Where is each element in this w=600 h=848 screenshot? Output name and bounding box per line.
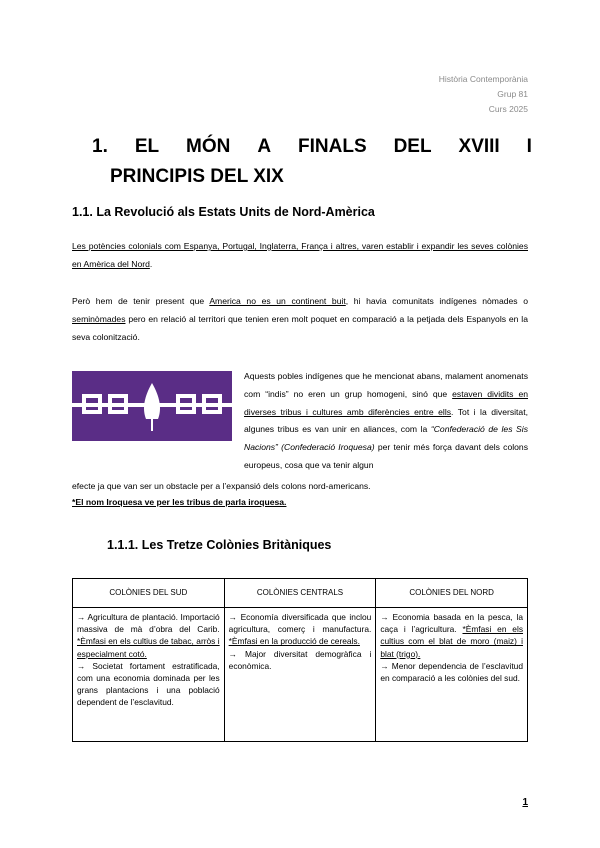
list-item: → Societat fortament estratificada, com una economia dominada per les grans plantacions i una població dependent de l’esclavitud. <box>77 660 220 708</box>
underlined-text: seminòmades <box>72 314 126 324</box>
section-heading: 1.1. La Revolució als Estats Units de Nord-Amèrica <box>72 205 375 219</box>
document-title <box>92 132 532 192</box>
table-cell-central <box>224 608 376 742</box>
list-item <box>229 611 372 648</box>
text-span: → Economia basada en la pesca, la caça i l’agricultura. <box>380 612 523 635</box>
title-word: I <box>526 136 532 157</box>
paragraph-confederation-end: efecte ja que van ser un obstacle per a l’expansió dels colons nord-americans. <box>72 481 371 491</box>
text-span: Però hem de tenir present que <box>72 296 210 306</box>
title-word: FINALS <box>298 136 367 157</box>
title-word: XVIII <box>458 136 500 157</box>
text-span: Aquests pobles indígenes que he mencionat abans, malament anomenats com “indis” no eren un grup homogeni, sinó que <box>244 371 528 399</box>
list-item <box>77 611 220 660</box>
underlined-text: *Èmfasi en la producció de cereals. <box>228 636 360 647</box>
paragraph-colonial-powers <box>72 237 528 273</box>
underlined-text: America no es un continent buit <box>209 296 346 306</box>
page-header <box>439 72 528 117</box>
colonies-table <box>72 578 528 742</box>
title-word: EL <box>134 136 160 157</box>
text-span: → Agricultura de plantació. Importació massiva de mà d’obra del Carib. <box>77 612 220 635</box>
italic-text: “Confederació de les Sis Nacions” (Confederació Iroquesa) <box>244 424 528 453</box>
list-item: → Menor dependencia de l’esclavitud en comparació a les colònies del sud. <box>380 660 523 684</box>
page-number: 1 <box>522 797 528 808</box>
title-line-2: PRINCIPIS DEL XIX <box>110 166 284 187</box>
iroquois-flag-image <box>72 371 232 441</box>
text-span: pero en relació al territori que tenien eren molt poquet en comparació a la petjada dels Espanyols en la seva colonització. <box>72 314 528 342</box>
subsection-heading: 1.1.1. Les Tretze Colònies Britàniques <box>107 538 332 552</box>
text-span: per tenir més força davant dels colons europeus, cosa que va tenir algun <box>244 442 528 470</box>
table-header-south: COLÒNIES DEL SUD <box>73 579 225 608</box>
list-item: → Major diversitat demogràfica i econòmica. <box>228 648 372 671</box>
table-header-row <box>73 579 528 608</box>
underlined-text: estaven dividits en diverses tribus i cultures amb diferències entre ells <box>244 388 529 417</box>
iroquois-flag-icon <box>72 371 232 441</box>
text-span: . <box>149 259 153 269</box>
table-header-central: COLÒNIES CENTRALS <box>224 579 376 608</box>
title-word: MÓN <box>186 136 231 157</box>
text-span: . Tot i la diversitat, algunes tribus es van unir en aliances, com la <box>244 406 528 435</box>
table-row <box>73 608 528 742</box>
underlined-text: *Èmfasi en els cultius com el blat de moro (maiz) i blat (trigo). <box>380 624 524 659</box>
title-line-1 <box>92 132 532 162</box>
table-cell-north <box>376 608 528 742</box>
text-span: → Economía diversificada que inclou agricultura, comerç i manufactura. <box>228 612 372 635</box>
underlined-text: Les potències colonials com Espanya, Portugal, Inglaterra, França i altres, varen establir i expandir les seves colònies en Amèrica del Nord <box>72 241 528 269</box>
header-course: Curs 2025 <box>488 104 528 114</box>
list-item <box>380 611 523 660</box>
header-subject: Història Contemporània <box>438 74 528 84</box>
table-cell-south <box>73 608 225 742</box>
underlined-text: *Èmfasi en els cultius de tabac, arròs i especialment cotó. <box>77 636 220 659</box>
title-word: A <box>257 136 272 157</box>
text-span: , hi havia comunitats indígenes nòmades o <box>345 296 528 306</box>
footnote-iroquois: *El nom Iroquesa ve per les tribus de parla iroquesa. <box>72 497 287 507</box>
title-word: 1. <box>92 136 108 157</box>
paragraph-indigenous <box>72 292 528 346</box>
header-group: Grup 81 <box>497 89 528 99</box>
paragraph-confederation <box>244 368 528 475</box>
title-word: DEL <box>393 136 432 157</box>
table-header-north: COLÒNIES DEL NORD <box>376 579 528 608</box>
